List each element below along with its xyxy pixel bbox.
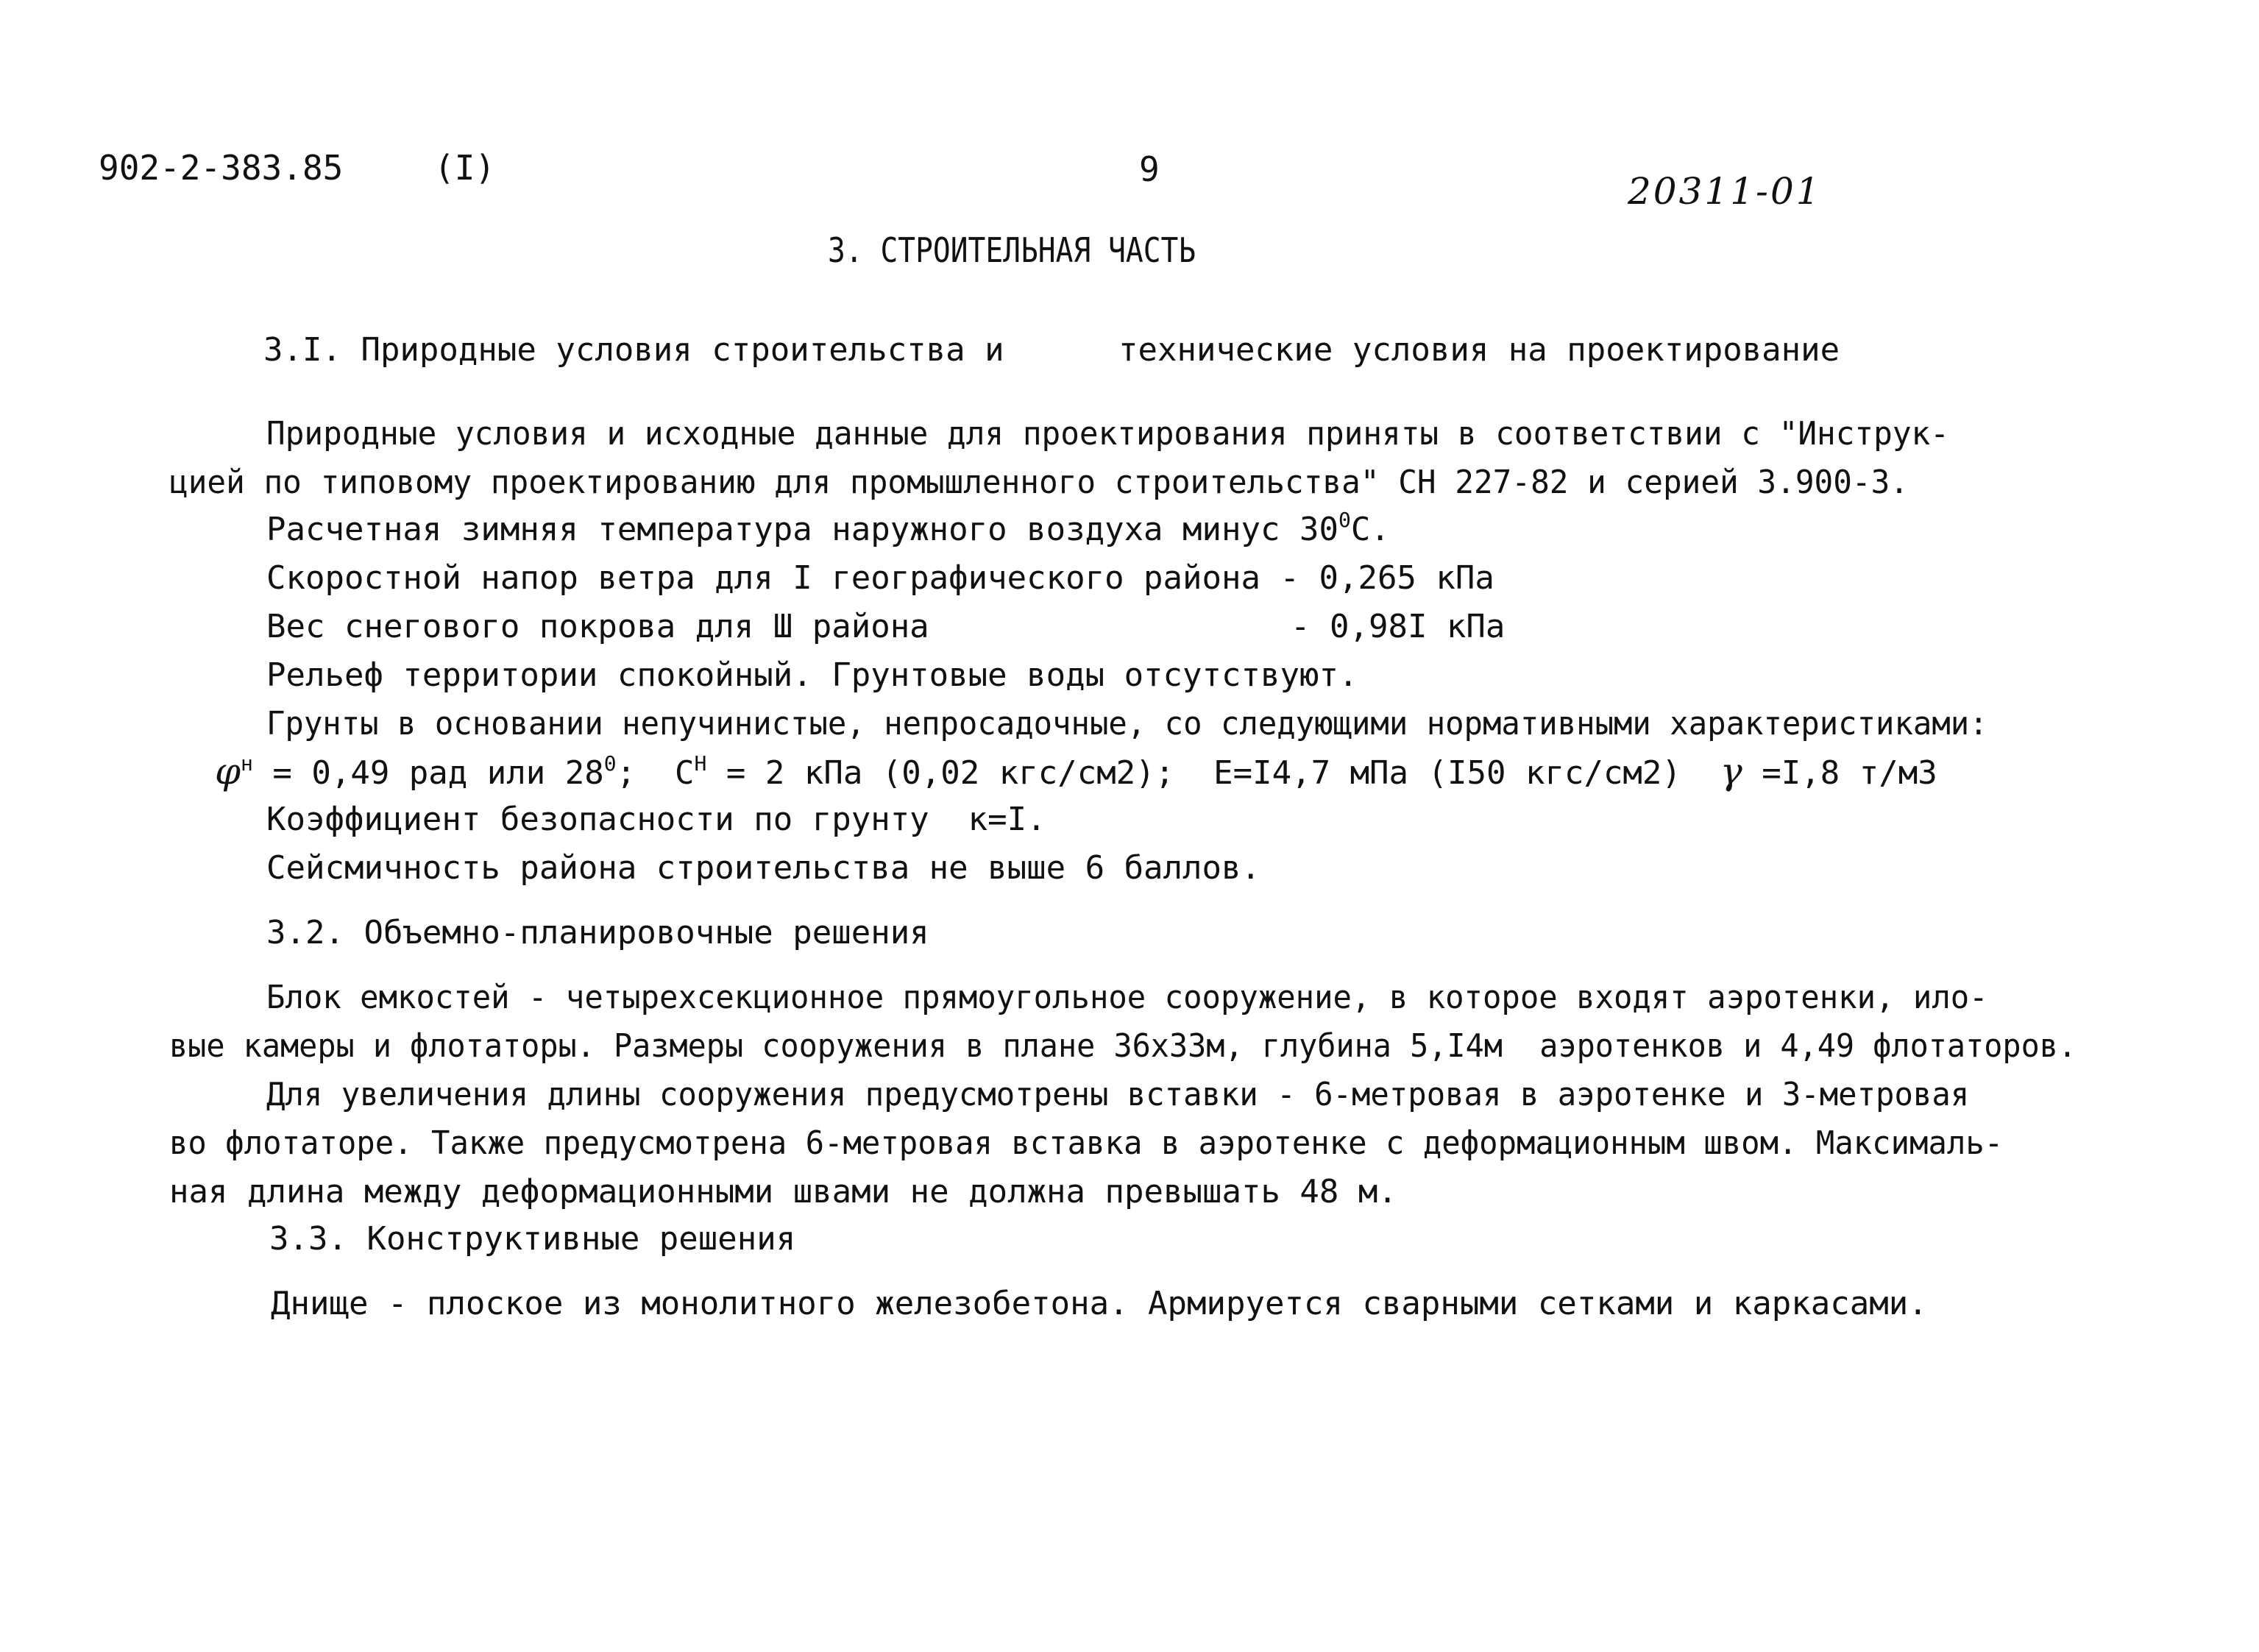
- phi-symbol: φ: [215, 750, 241, 793]
- subsection-heading-3-1-right: технические условия на проектирование: [1118, 331, 1840, 369]
- wind-pressure: Скоростной напор ветра для I географического района - 0,265 кПа: [266, 559, 1494, 597]
- soil-description: Грунты в основании непучинистые, непросадочные, со следующими нормативными характеристиками:: [266, 705, 1988, 742]
- handwritten-code: 20311-01: [1628, 170, 1822, 213]
- volume-number: (I): [434, 148, 496, 188]
- section-title: 3. СТРОИТЕЛЬНАЯ ЧАСТЬ: [828, 230, 1196, 270]
- seismicity: Сейсмичность района строительства не выше 6 баллов.: [266, 849, 1261, 887]
- subsection-heading-3-3: 3.3. Конструктивные решения: [269, 1220, 796, 1258]
- paragraph-line: ная длина между деформационными швами не должна превышать 48 м.: [169, 1173, 1397, 1210]
- paragraph-line: Блок емкостей - четырехсекционное прямоугольное сооружение, в которое входят аэротенки, ило-: [266, 979, 1988, 1016]
- page-number: 9: [1139, 149, 1160, 189]
- paragraph-line: Для увеличения длины сооружения предусмотрены вставки - 6-метровая в аэротенке и 3-метровая: [266, 1076, 1970, 1113]
- safety-factor: Коэффициент безопасности по грунту к=I.: [266, 801, 1046, 838]
- subsection-heading-3-2: 3.2. Объемно-планировочные решения: [266, 914, 929, 951]
- gamma-symbol: γ: [1720, 750, 1742, 793]
- paragraph-line: вые камеры и флотаторы. Размеры сооружения в плане 36х33м, глубина 5,I4м аэротенков и 4,49 флотаторов.: [169, 1027, 2077, 1065]
- soil-parameters: $\varphi^н = 0,49$ рад или $28^0$; $С^Н = 2$ кПа (0,02 кгс/см2); Е=I4,7 мПа (I50 кгс/см2) γ =I,8 т/м3: [215, 750, 1937, 793]
- paragraph-line: цией по типовому проектированию для промышленного строительства" СН 227-82 и серией 3.900-3.: [169, 464, 1909, 501]
- snow-load-label: Вес снегового покрова для Ш района: [266, 608, 929, 645]
- relief: Рельеф территории спокойный. Грунтовые воды отсутствуют.: [266, 656, 1358, 694]
- paragraph-line: Природные условия и исходные данные для проектирования приняты в соответствии с "Инструк-: [266, 415, 1949, 453]
- paragraph-line: Днище - плоское из монолитного железобетона. Армируется сварными сетками и каркасами.: [271, 1285, 1928, 1322]
- document-code: 902-2-383.85: [99, 148, 344, 188]
- paragraph-line: во флотаторе. Также предусмотрена 6-метровая вставка в аэротенке с деформационным швом. Максималь-: [169, 1124, 2004, 1162]
- design-temperature: Расчетная зимняя температура наружного воздуха минус $30^0С$.: [266, 508, 1390, 548]
- subsection-heading-3-1-left: 3.I. Природные условия строительства и: [263, 331, 1004, 369]
- snow-load-value: - 0,98I кПа: [1291, 608, 1506, 645]
